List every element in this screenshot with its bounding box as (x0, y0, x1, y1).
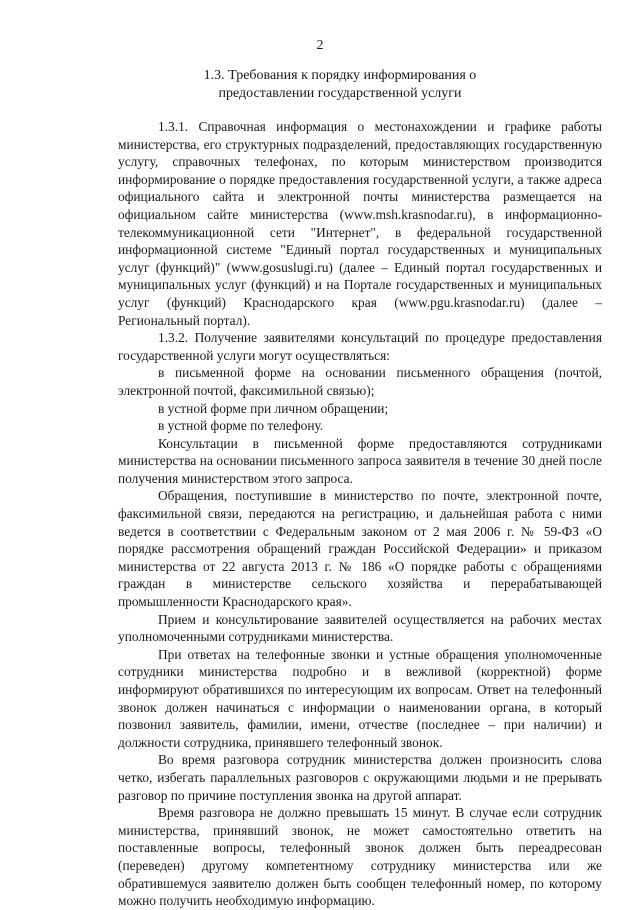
list-item-oral-phone: в устной форме по телефону. (158, 418, 324, 434)
page-number: 2 (316, 38, 324, 53)
paragraph-1-3-2: 1.3.2. Получение заявителями консультаций по процедуре предоставления государственной услуги могут осуществляться: (118, 330, 602, 363)
section-heading-line-2: предоставлении государственной услуги (218, 86, 462, 101)
paragraph-incoming-appeals: Обращения, поступившие в министерство по почте, электронной почте, факсимильной связи, передаются на регистрацию, и дальнейшая работа с ними ведется в соответствии с Федеральным законом от 2 мая 2006 г. № 59-ФЗ «О порядке рассмотрения обращений граждан Российской Федерации» и приказом министерства от 22 августа 2013 г. № 186 «О порядке работы с обращениями граждан в министерстве сельского хозяйства и перерабатывающей промышленности Краснодарского края». (118, 488, 602, 610)
section-heading-line-1: 1.3. Требования к порядку информирования о (203, 68, 477, 83)
paragraph-call-duration: Время разговора не должно превышать 15 минут. В случае если сотрудник министерства, принявший звонок, не может самостоятельно ответить на поставленные вопросы, телефонный звонок должен быть переадресован (переведен) другому компетентному сотруднику министерства или же обратившемуся заявителю должен быть сообщен телефонный номер, по которому можно получить необходимую информацию. (118, 805, 602, 909)
paragraph-written-consultations: Консультации в письменной форме предоставляются сотрудниками министерства на основании письменного запроса заявителя в течение 30 дней после получения министерством этого запроса. (118, 435, 602, 486)
paragraph-phone-answers: При ответах на телефонные звонки и устные обращения уполномоченные сотрудники министерства подробно и в вежливой (корректной) форме информируют обратившихся по интересующим их вопросам. Ответ на телефонный звонок должен начинаться с информации о наименовании органа, в который позвонил заявитель, фамилии, имени, отчестве (последнее – при наличии) и должности сотрудника, принявшего телефонный звонок. (118, 646, 602, 750)
section-heading (150, 67, 530, 103)
document-body (118, 118, 602, 910)
list-item-written-form: в письменной форме на основании письменного обращения (почтой, электронной почтой, факсимильной связью); (118, 365, 602, 398)
paragraph-conversation-rules: Во время разговора сотрудник министерства должен произносить слова четко, избегать параллельных разговоров с окружающими людьми и не прерывать разговор по причине поступления звонка на другой аппарат. (118, 752, 602, 803)
paragraph-reception: Прием и консультирование заявителей осуществляется на рабочих местах уполномоченными сотрудниками министерства. (118, 611, 602, 645)
paragraph-1-3-1: 1.3.1. Справочная информация о местонахождении и графике работы министерства, его структурных подразделений, предоставляющих государственную услугу, справочных телефонах, по которым министерством производится информирование о порядке предоставления государственной услуги, а также адреса официального сайта и электронной почты министерства размещается на официальном сайте министерства (www.msh.krasnodar.ru), в информационно-телекоммуникационной сети "Интернет", в федеральной государственной информационной системе "Единый портал государственных и муниципальных услуг (функций)" (www.gosuslugi.ru) (далее – Единый портал государственных и муниципальных услуг (функций) и на Портале государственных и муниципальных услуг (функций) Краснодарского края (www.pgu.krasnodar.ru) (далее – Региональный портал). (118, 119, 602, 328)
list-item-oral-personal: в устной форме при личном обращении; (158, 400, 389, 416)
